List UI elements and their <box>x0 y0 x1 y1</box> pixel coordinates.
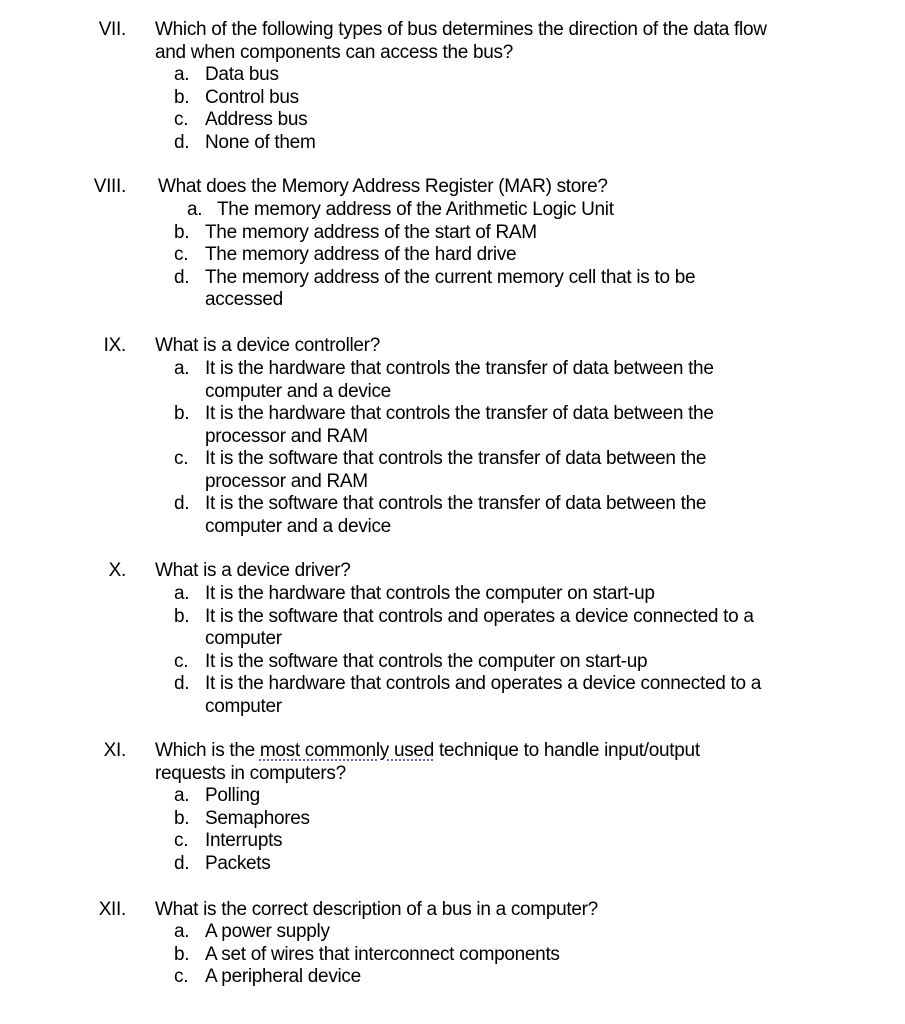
option-text: A peripheral device <box>205 966 361 987</box>
option-text: Semaphores <box>205 807 310 829</box>
options-list <box>0 199 905 312</box>
option-letter: d. <box>174 852 190 874</box>
option-text: The memory address of the start of RAM <box>205 221 537 243</box>
option-letter: a. <box>174 583 190 604</box>
option-text: It is the software that controls the transfer of data between the computer and a device <box>205 493 707 537</box>
option-c <box>0 448 905 493</box>
option-text: Data bus <box>205 64 279 85</box>
option-letter: d. <box>174 493 190 514</box>
option-text: It is the hardware that controls the transfer of data between the processor and RAM <box>205 403 714 447</box>
option-b <box>0 944 905 967</box>
option-b <box>0 222 905 245</box>
options-list <box>0 921 905 989</box>
option-text: It is the software that controls and operates a device connected to a computer <box>205 605 754 649</box>
question-text: What is a device controller? <box>155 335 380 356</box>
question-number: XI. <box>103 740 126 761</box>
option-letter: c. <box>174 830 189 851</box>
option-c <box>0 109 905 132</box>
grammar-suggestion-underline[interactable]: most commonly used <box>259 740 434 761</box>
option-text: Polling <box>205 785 260 806</box>
option-a <box>0 358 905 403</box>
option-letter: a. <box>174 358 190 379</box>
options-list <box>0 64 905 154</box>
option-letter: d. <box>174 266 190 288</box>
option-letter: a. <box>174 64 190 85</box>
option-text: A set of wires that interconnect components <box>205 943 560 965</box>
options-list <box>0 785 905 875</box>
option-letter: a. <box>187 199 203 220</box>
option-letter: d. <box>174 131 190 153</box>
option-text: The memory address of the current memory cell that is to be accessed <box>205 266 696 310</box>
question-text: Which of the following types of bus determines the direction of the data flow and when components can access the bus? <box>155 19 767 63</box>
option-text: Control bus <box>205 86 299 108</box>
option-letter: c. <box>174 650 189 672</box>
option-a <box>0 921 905 944</box>
option-text: The memory address of the Arithmetic Logic Unit <box>217 199 614 220</box>
option-letter: a. <box>174 921 190 942</box>
option-letter: c. <box>174 448 189 469</box>
option-letter: b. <box>174 403 190 424</box>
option-b <box>0 87 905 110</box>
option-letter: b. <box>174 86 190 108</box>
option-a <box>0 583 905 606</box>
option-b <box>0 606 905 651</box>
option-text: It is the hardware that controls the transfer of data between the computer and a device <box>205 358 714 402</box>
option-b <box>0 403 905 448</box>
question-number: VII. <box>98 19 126 40</box>
option-d <box>0 132 905 155</box>
option-c <box>0 244 905 267</box>
option-d <box>0 267 905 312</box>
option-c <box>0 830 905 853</box>
option-letter: d. <box>174 673 190 694</box>
option-letter: b. <box>174 943 190 965</box>
option-text: None of them <box>205 131 316 153</box>
option-letter: b. <box>174 605 190 627</box>
question-text: What is the correct description of a bus in a computer? <box>155 899 598 920</box>
question-text: What is a device driver? <box>155 560 351 581</box>
option-text: A power supply <box>205 921 330 942</box>
option-text: Packets <box>205 852 271 874</box>
option-b <box>0 808 905 831</box>
option-a <box>0 785 905 808</box>
option-text: It is the hardware that controls and operates a device connected to a computer <box>205 673 761 717</box>
option-letter: a. <box>174 785 190 806</box>
option-letter: c. <box>174 244 189 265</box>
option-text: Address bus <box>205 109 308 130</box>
option-text: It is the hardware that controls the computer on start-up <box>205 583 655 604</box>
option-d <box>0 853 905 876</box>
option-a <box>0 64 905 87</box>
question-text-end: technique to handle input/output requests in computers? <box>155 740 700 784</box>
question-text: What does the Memory Address Register (MAR) store? <box>158 176 608 197</box>
options-list <box>0 583 905 718</box>
option-letter: b. <box>174 807 190 829</box>
option-letter: b. <box>174 221 190 243</box>
question-number: XII. <box>98 899 126 920</box>
options-list <box>0 358 905 538</box>
question-number: IX. <box>103 335 126 356</box>
option-c <box>0 966 905 989</box>
option-text: Interrupts <box>205 830 283 851</box>
question-number: X. <box>108 560 126 581</box>
question-number: VIII. <box>93 176 126 197</box>
question-text-start: Which is the <box>155 740 260 761</box>
option-text: The memory address of the hard drive <box>205 244 517 265</box>
option-a <box>0 199 905 222</box>
option-d <box>0 673 905 718</box>
option-letter: c. <box>174 109 189 130</box>
option-c <box>0 651 905 674</box>
option-text: It is the software that controls the computer on start-up <box>205 650 648 672</box>
option-letter: c. <box>174 966 189 987</box>
option-text: It is the software that controls the transfer of data between the processor and RAM <box>205 448 707 492</box>
question-text <box>155 740 775 785</box>
option-d <box>0 493 905 538</box>
